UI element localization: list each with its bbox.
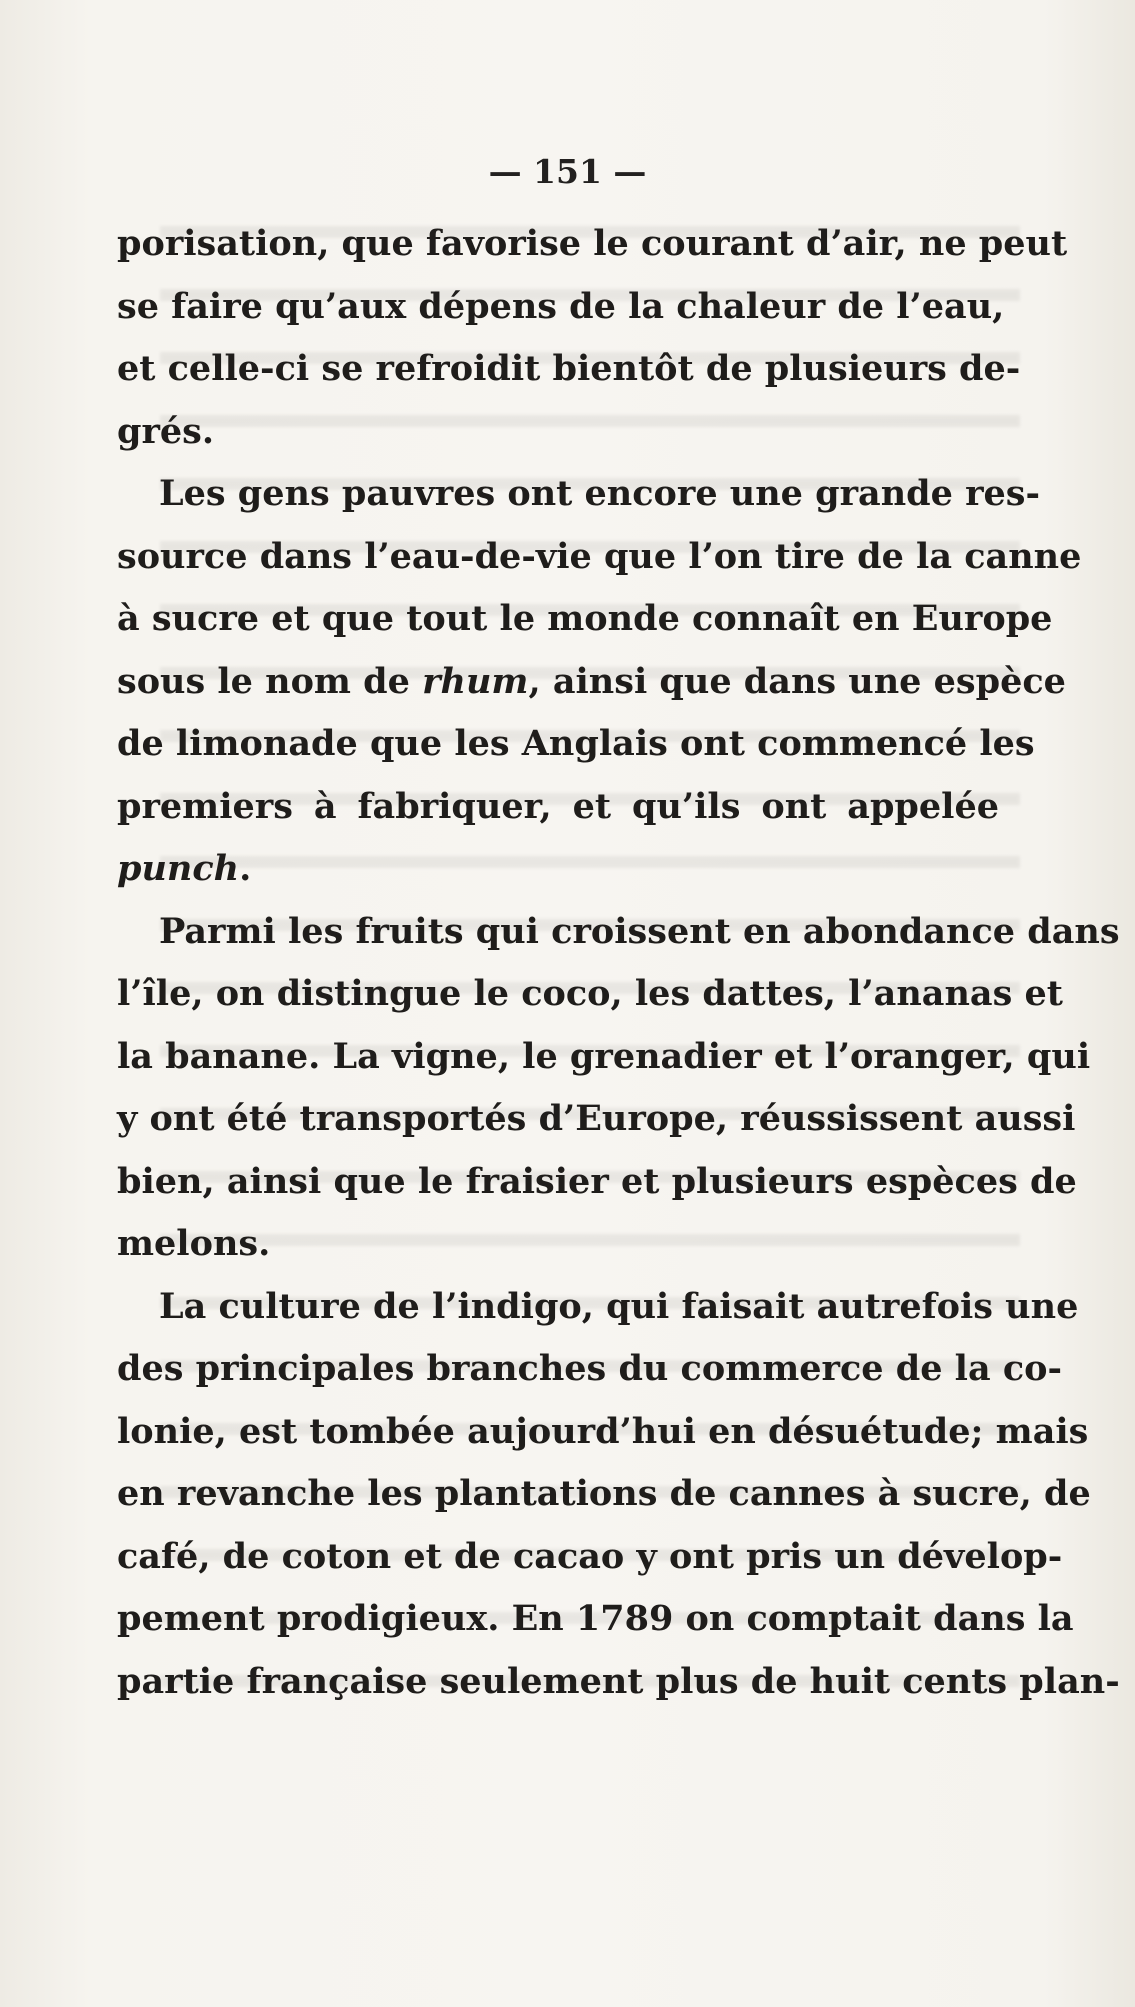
- text-line: et celle-ci se refroidit bientôt de plusieurs de-: [117, 348, 1021, 389]
- text-line: source dans l’eau-de-vie que l’on tire de la canne: [117, 535, 1082, 577]
- text-line: partie française seulement plus de huit cents plan-: [117, 1660, 1120, 1702]
- text-line: melons.: [117, 1223, 271, 1264]
- text-line: pement prodigieux. En 1789 on comptait dans la: [117, 1598, 1074, 1639]
- text-line: La culture de l’indigo, qui faisait autrefois une: [159, 1285, 1079, 1327]
- text-line: punch.: [117, 848, 252, 889]
- text-line: porisation, que favorise le courant d’air, ne peut: [117, 223, 1068, 264]
- text-line: des principales branches du commerce de la co-: [117, 1348, 1063, 1389]
- text-line: en revanche les plantations de cannes à sucre, de: [117, 1473, 1091, 1514]
- italic-term: punch: [117, 848, 240, 889]
- text-line: café, de coton et de cacao y ont pris un dévelop-: [117, 1535, 1063, 1577]
- text-line: sous le nom de rhum, ainsi que dans une espèce: [117, 660, 1066, 702]
- italic-term: rhum: [422, 660, 529, 702]
- text-line: à sucre et que tout le monde connaît en Europe: [117, 598, 1053, 639]
- text-line: premiers à fabriquer, et qu’ils ont appelée: [117, 785, 999, 827]
- text-line: Parmi les fruits qui croissent en abondance dans: [159, 910, 1120, 952]
- page-number: — 151 —: [488, 152, 647, 191]
- text-line: Les gens pauvres ont encore une grande res-: [159, 473, 1041, 514]
- text-line: lonie, est tombée aujourd’hui en désuétude; mais: [117, 1410, 1089, 1452]
- body-text: [117, 213, 1120, 1713]
- text-line: de limonade que les Anglais ont commencé les: [117, 723, 1035, 764]
- text-line: se faire qu’aux dépens de la chaleur de l’eau,: [117, 285, 1005, 327]
- text-line: grés.: [117, 410, 215, 452]
- text-line: bien, ainsi que le fraisier et plusieurs espèces de: [117, 1160, 1077, 1202]
- text-line: l’île, on distingue le coco, les dattes, l’ananas et: [117, 973, 1063, 1014]
- text-line: y ont été transportés d’Europe, réussissent aussi: [117, 1098, 1076, 1139]
- text-line: la banane. La vigne, le grenadier et l’oranger, qui: [117, 1035, 1091, 1077]
